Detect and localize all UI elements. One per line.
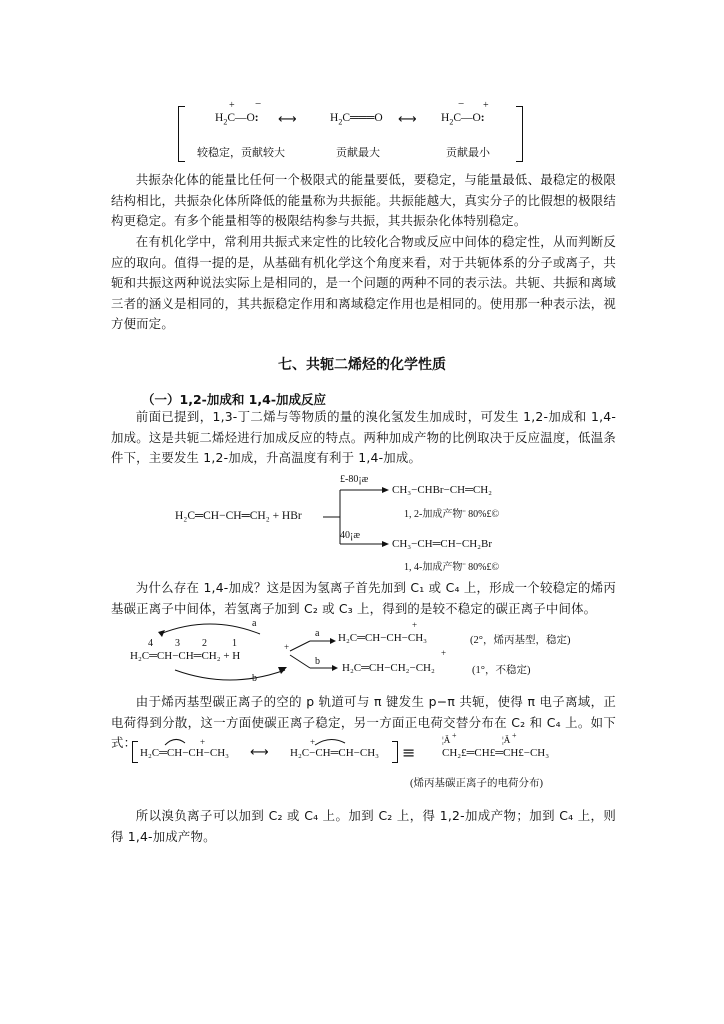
section-title: 七、共轭二烯烃的化学性质 [278,357,446,373]
reactant-butadiene-hbr: H₂C═CH−CH═CH₂ + HBr [175,510,302,522]
proton-charge: + [284,642,290,652]
note-primary-cation: (1°，不稳定) [472,665,531,676]
product-primary-cation: H₂C═CH−CH₂−CH₂ [342,662,435,674]
carbon-number-2: 2 [202,638,207,649]
caption-3: 贡献最小 [446,146,490,159]
cation-b-charge: + [441,648,447,658]
allylic-structure-1: H₂C═CH−CH−CH₃ [140,747,229,759]
paragraph-resonance-usage: 在有机化学中，常利用共振式来定性的比较化合物或反应中间体的稳定性，从而判断反应的取向。值得一提的是，从基础有机化学这个角度来看，对于共轭体系的分子或离子，共轭和共振这两种说法实际上是相同的，是一个问题的两种不同的表示法。共轭、共振和离域三者的涵义是相同的，其共振稳定作用和离域稳定作用也是相同的。使用那一种表示法，视方便而定。 [111,234,616,332]
branching-arrows [170,472,550,572]
yield-1-2: 1, 2-加成产物¨ 80%£© [404,509,500,520]
equivalence-icon: ≡ [402,743,416,762]
left-bracket [178,106,185,162]
resonance-arrow-icon: ⟷ [398,112,417,127]
resonance-arrow-icon: ⟷ [278,112,297,127]
delta-c2: ¦Ä [442,735,451,745]
reaction-hbr-addition [170,472,550,572]
resonance-structure-2: $H_2C═══O$ [330,112,383,127]
resonance-structure-1: $H_2C—O$: [215,112,259,127]
yield-1-4: 1, 4-加成产物¨ 80%£© [404,562,500,573]
reactant-butadiene-proton: H₂C═CH−CH═CH₂ + H [130,650,241,662]
carbon-number-4: 4 [148,638,153,649]
delta-plus-c2: + [452,731,457,740]
path-a-label: a [315,628,320,639]
minus-charge: − [458,98,465,110]
caption-1: 较稳定，贡献较大 [197,146,285,159]
delta-c4: ¦Ä [502,735,511,745]
plus-charge: + [310,737,316,747]
condition-high-temp: 40¡æ [340,530,360,541]
paragraph-conjugation: 由于烯丙基型碳正离子的空的 p 轨道可与 π 键发生 p−π 共轭，使得 π 电子离域，正电荷得到分散，这一方面使碳正离子稳定，另一方面正电荷交替分布在 C₂ 和 C₄ 上。如下式： [111,694,616,751]
minus-charge: − [255,98,262,110]
resonance-structure-3: $H_2C—O$: [441,112,485,127]
note-allylic-cation: (2°，烯丙基型，稳定) [470,635,571,646]
product-allylic-cation: H₂C═CH−CH−CH₃ [338,632,427,644]
paragraph-mechanism: 为什么存在 1,4-加成？这是因为氢离子首先加到 C₁ 或 C₄ 上，形成一个较稳定的烯丙基碳正离子中间体，若氢离子加到 C₂ 或 C₃ 上，得到的是较不稳定的碳正离子中间体。 [111,580,616,616]
allylic-resonance [130,731,590,795]
path-b-label: b [315,656,320,667]
condition-low-temp: £-80¡æ [340,474,369,485]
subsection-title: （一）1,2-加成和 1,4-加成反应 [142,392,327,407]
plus-charge: + [483,100,489,111]
allylic-structure-2: H₂C−CH═CH−CH₃ [290,747,379,759]
product-1-2: CH₃−CHBr−CH═CH₂ [392,484,492,496]
caption-2: 贡献最大 [336,146,380,159]
plus-charge: + [229,100,235,111]
plus-charge: + [200,737,206,747]
right-bracket [516,106,523,162]
curved-arrow-label-a: a [252,618,257,629]
paragraph-resonance-energy: 共振杂化体的能量比任何一个极限式的能量要低，要稳定，与能量最低、最稳定的极限结构相比，共振杂化体所降低的能量称为共振能。共振能越大，真实分子的比假想的极限结构更稳定。有多个能量相等的极限结构参与共振，其共振杂化体特别稳定。 [111,172,616,229]
cation-a-charge: + [412,620,418,630]
reaction-proton-addition [120,618,620,688]
carbon-number-3: 3 [175,638,180,649]
curved-arrow-label-b: b [252,673,257,684]
delta-plus-c4: + [512,731,517,740]
resonance-arrow-icon: ⟷ [250,745,269,760]
paragraph-bromide-addition: 所以溴负离子可以加到 C₂ 或 C₄ 上。加到 C₂ 上，得 1,2-加成产物；加到 C₄ 上，则得 1,4-加成产物。 [111,808,616,844]
carbon-number-1: 1 [232,638,237,649]
paragraph-addition-intro: 前面已提到，1,3-丁二烯与等物质的量的溴化氢发生加成时，可发生 1,2-加成和 1,4-加成。这是共轭二烯烃进行加成反应的特点。两种加成产物的比例取决于反应温度，低温条件下，主要发生 1,2-加成，升高温度有利于 1,4-加成。 [111,409,616,466]
charge-distribution-caption: (烯丙基碳正离子的电荷分布) [410,778,543,789]
product-1-4: CH₃−CH═CH−CH₂Br [392,538,492,550]
resonance-diagram [170,100,530,162]
resonance-hybrid: CH₂£═CH£═CH£−CH₃ [442,747,550,759]
